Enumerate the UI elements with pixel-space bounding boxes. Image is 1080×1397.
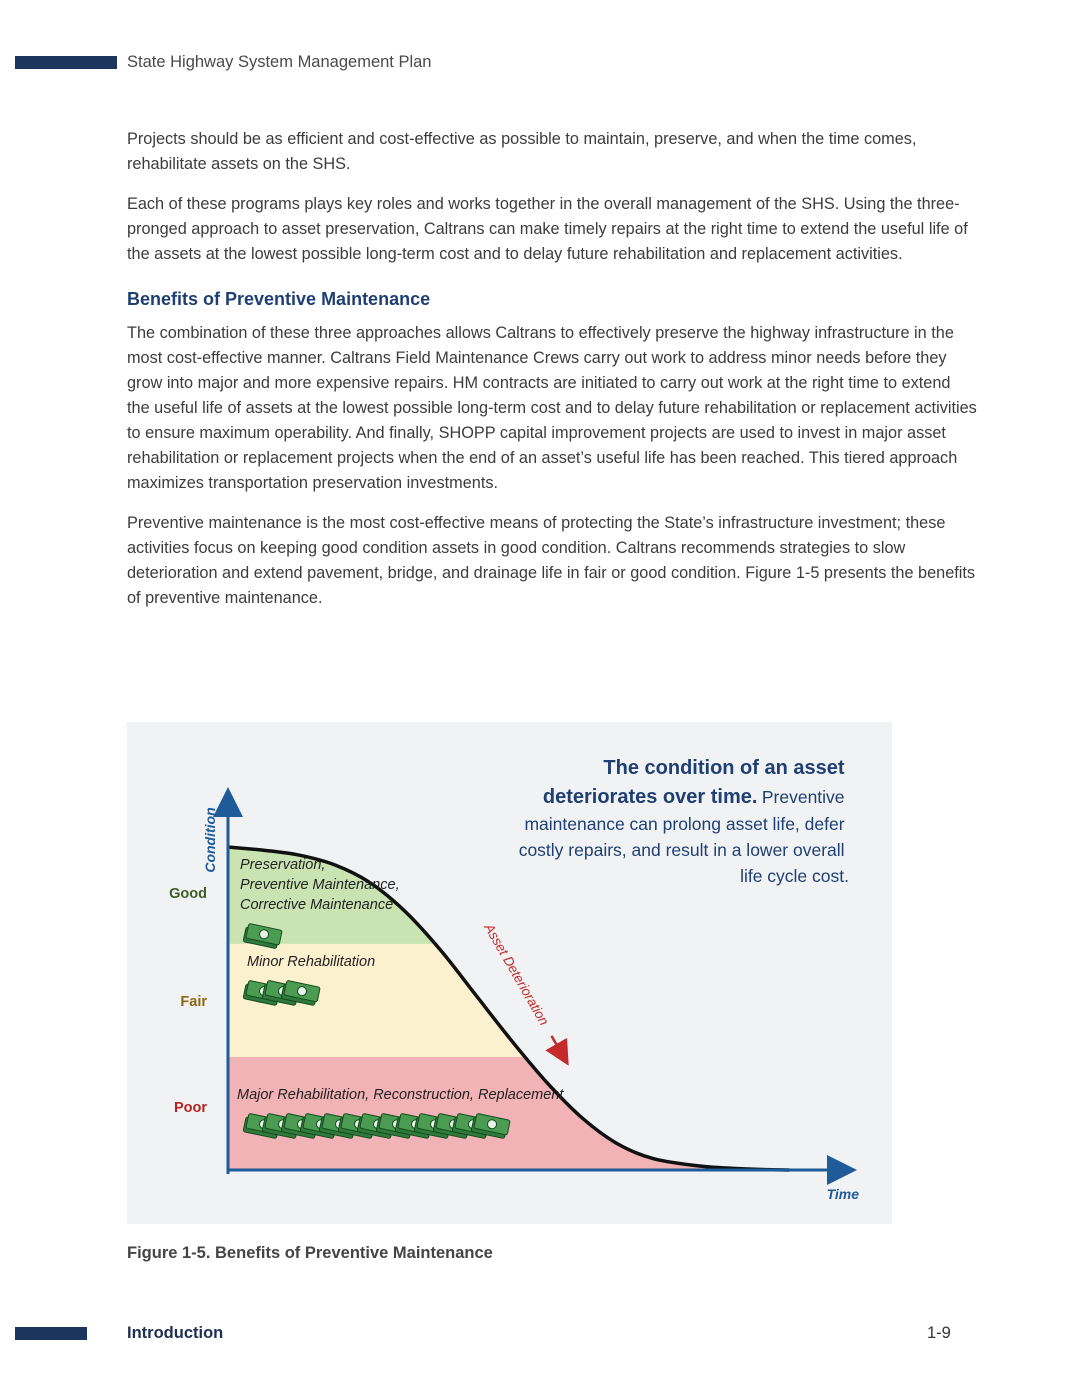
- chart-title: [519, 757, 849, 886]
- title-line: life cycle cost.: [740, 866, 849, 886]
- section-heading: Benefits of Preventive Maintenance: [127, 289, 431, 309]
- title-line: Preventive: [761, 787, 845, 807]
- document-title: State Highway System Management Plan: [127, 53, 432, 71]
- curve-label: Asset Deterioration: [481, 921, 552, 1028]
- footer-section-name: Introduction: [127, 1324, 224, 1342]
- zone-activity-label: Minor Rehabilitation: [247, 953, 376, 970]
- title-line: costly repairs, and result in a lower overall: [518, 840, 845, 860]
- title-line: deteriorates over time.: [542, 786, 758, 808]
- zone-activity-label: Preservation,: [240, 857, 326, 873]
- zone-activity-label: Corrective Maintenance: [240, 897, 394, 913]
- figure-chart: [127, 722, 892, 1224]
- x-axis-label: Time: [826, 1186, 859, 1202]
- title-line: maintenance can prolong asset life, defer: [524, 814, 845, 834]
- paragraph: Preventive maintenance is the most cost-effective means of protecting the State’s infrastructure investment; these activities focus on keeping good condition assets in good condition. Caltrans recommends strategies to slow deterioration and extend pavement, bridge, and drainage life in fair or good condition. Figure 1-5 presents the benefits of preventive maintenance.: [127, 514, 976, 607]
- chart-svg: [127, 722, 892, 1224]
- zone-label-good: Good: [169, 886, 207, 902]
- curve-label-arrow: [551, 1036, 562, 1055]
- zone-activity-label: Preventive Maintenance,: [240, 877, 400, 893]
- paragraph: Each of these programs plays key roles and works together in the overall management of the SHS. Using the three-pronged approach to asset preservation, Caltrans can make timely repairs at the right time to extend the useful life of the assets at the lowest possible long-term cost and to delay future rehabilitation and replacement activities.: [127, 195, 968, 263]
- title-line: The condition of an asset: [603, 757, 845, 779]
- paragraph: Projects should be as efficient and cost-effective as possible to maintain, preserve, and when the time comes, rehabilitate assets on the SHS.: [127, 130, 917, 173]
- main-content: [127, 127, 977, 626]
- page-number: 1-9: [927, 1324, 951, 1342]
- zone-activity-label: Major Rehabilitation, Reconstruction, Replacement: [237, 1086, 564, 1103]
- figure-caption: Figure 1-5. Benefits of Preventive Maintenance: [127, 1244, 493, 1262]
- paragraph: The combination of these three approaches allows Caltrans to effectively preserve the highway infrastructure in the most cost-effective manner. Caltrans Field Maintenance Crews carry out work to address minor needs before they grow into major and more expensive repairs. HM contracts are initiated to carry out work at the right time to extend the useful life of assets at the lowest possible long-term cost and to delay future rehabilitation or replacement activities to ensure maximum operability. And finally, SHOPP capital improvement projects are used to invest in major asset rehabilitation or replacement projects when the end of an asset’s useful life has been reached. This tiered approach maximizes transportation preservation investments.: [127, 324, 977, 492]
- zone-label-fair: Fair: [180, 994, 207, 1010]
- footer-accent-bar: [15, 1327, 87, 1340]
- zone-label-poor: Poor: [173, 1100, 207, 1116]
- header-accent-bar: [15, 56, 117, 69]
- y-axis-label: Condition: [202, 807, 218, 873]
